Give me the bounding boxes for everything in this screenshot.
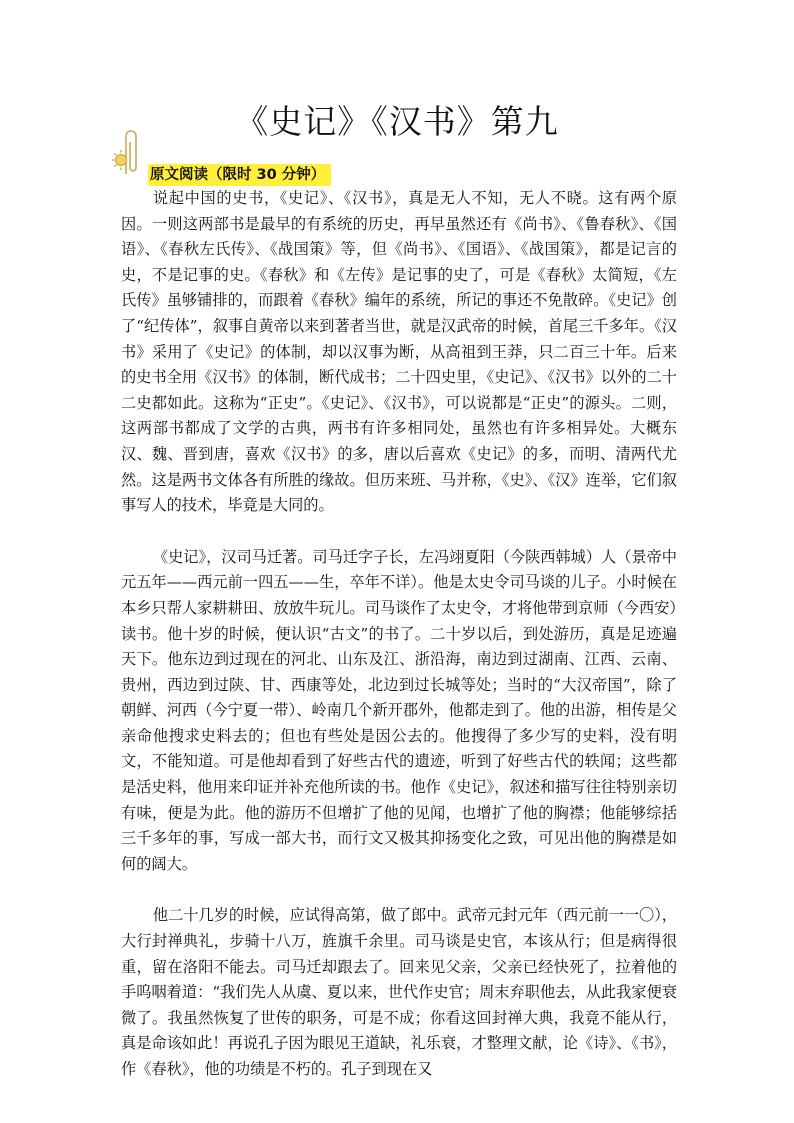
paperclip-sun-icon [112,128,148,178]
paragraph-2: 《史记》，汉司马迁著。司马迁字子长，左冯翊夏阳（今陕西韩城）人（景帝中元五年——西元前一四五——生，卒年不详）。他是太史令司马谈的儿子。小时候在本乡只帮人家耕耕田、放放牛玩儿。司马谈作了太史令，才将他带到京师（今西安）读书。他十岁的时候，便认识“古文”的书了。二十岁以后，到处游历，真是足迹遍天下。他东边到过现在的河北、山东及江、浙沿海，南边到过湖南、江西、云南、贵州，西边到过陕、甘、西康等处，北边到过长城等处；当时的“大汉帝国”，除了朝鲜、河西（今宁夏一带）、岭南几个新开郡外，他都走到了。他的出游，相传是父亲命他搜求史料去的；但也有些处是因公去的。他搜得了多少写的史料，没有明文，不能知道。可是他却看到了好些古代的遗迹，听到了好些古代的轶闻；这些都是活史料，他用来印证并补充他所读的书。他作《史记》，叙述和描写往往特别亲切有味，便是为此。他的游历不但增扩了他的见闻，也增扩了他的胸襟；他能够综括三千多年的事，写成一部大书，而行文又极其抑扬变化之致，可见出他的胸襟是如何的阔大。 [121,547,677,873]
section-heading: 原文阅读（限时 30 分钟） [148,164,331,186]
paragraph-3: 他二十几岁的时候，应试得高第，做了郎中。武帝元封元年（西元前一一〇），大行封禅典礼，步骑十八万，旌旗千余里。司马谈是史官，本该从行；但是病得很重，留在洛阳不能去。司马迁却跟去了。回来见父亲，父亲已经快死了，拉着他的手呜咽着道：“我们先人从虞、夏以来，世代作史官；周末弃职他去，从此我家便衰微了。我虽然恢复了世传的职务，可是不成；你看这回封禅大典，我竟不能从行，真是命该如此！再说孔子因为眼见王道缺，礼乐衰，才整理文献，论《诗》、《书》，作《春秋》，他的功绩是不朽的。孔子到现在又 [121,906,677,1078]
article-body [121,186,677,1083]
paragraph-1: 说起中国的史书，《史记》、《汉书》，真是无人不知，无人不晓。这有两个原因。一则这两部书是最早的有系统的历史，再早虽然还有《尚书》、《鲁春秋》、《国语》、《春秋左氏传》、《战国策》等，但《尚书》、《国语》、《战国策》，都是记言的史，不是记事的史。《春秋》和《左传》是记事的史了，可是《春秋》太简短，《左氏传》虽够铺排的，而跟着《春秋》编年的系统，所记的事还不免散碎。《史记》创了“纪传体”，叙事自黄帝以来到著者当世，就是汉武帝的时候，首尾三千多年。《汉书》采用了《史记》的体制，却以汉事为断，从高祖到王莽，只二百三十年。后来的史书全用《汉书》的体制，断代成书；二十四史里，《史记》、《汉书》以外的二十二史都如此。这称为“正史”。《史记》、《汉书》，可以说都是“正史”的源头。二则，这两部书都成了文学的古典，两书有许多相同处，虽然也有许多相异处。大概东汉、魏、晋到唐，喜欢《汉书》的多，唐以后喜欢《史记》的多，而明、清两代尤然。这是两书文体各有所胜的缘故。但历来班、马并称，《史》、《汉》连举，它们叙事写人的技术，毕竟是大同的。 [121,189,677,515]
page-title: 《史记》《汉书》第九 [235,102,559,141]
